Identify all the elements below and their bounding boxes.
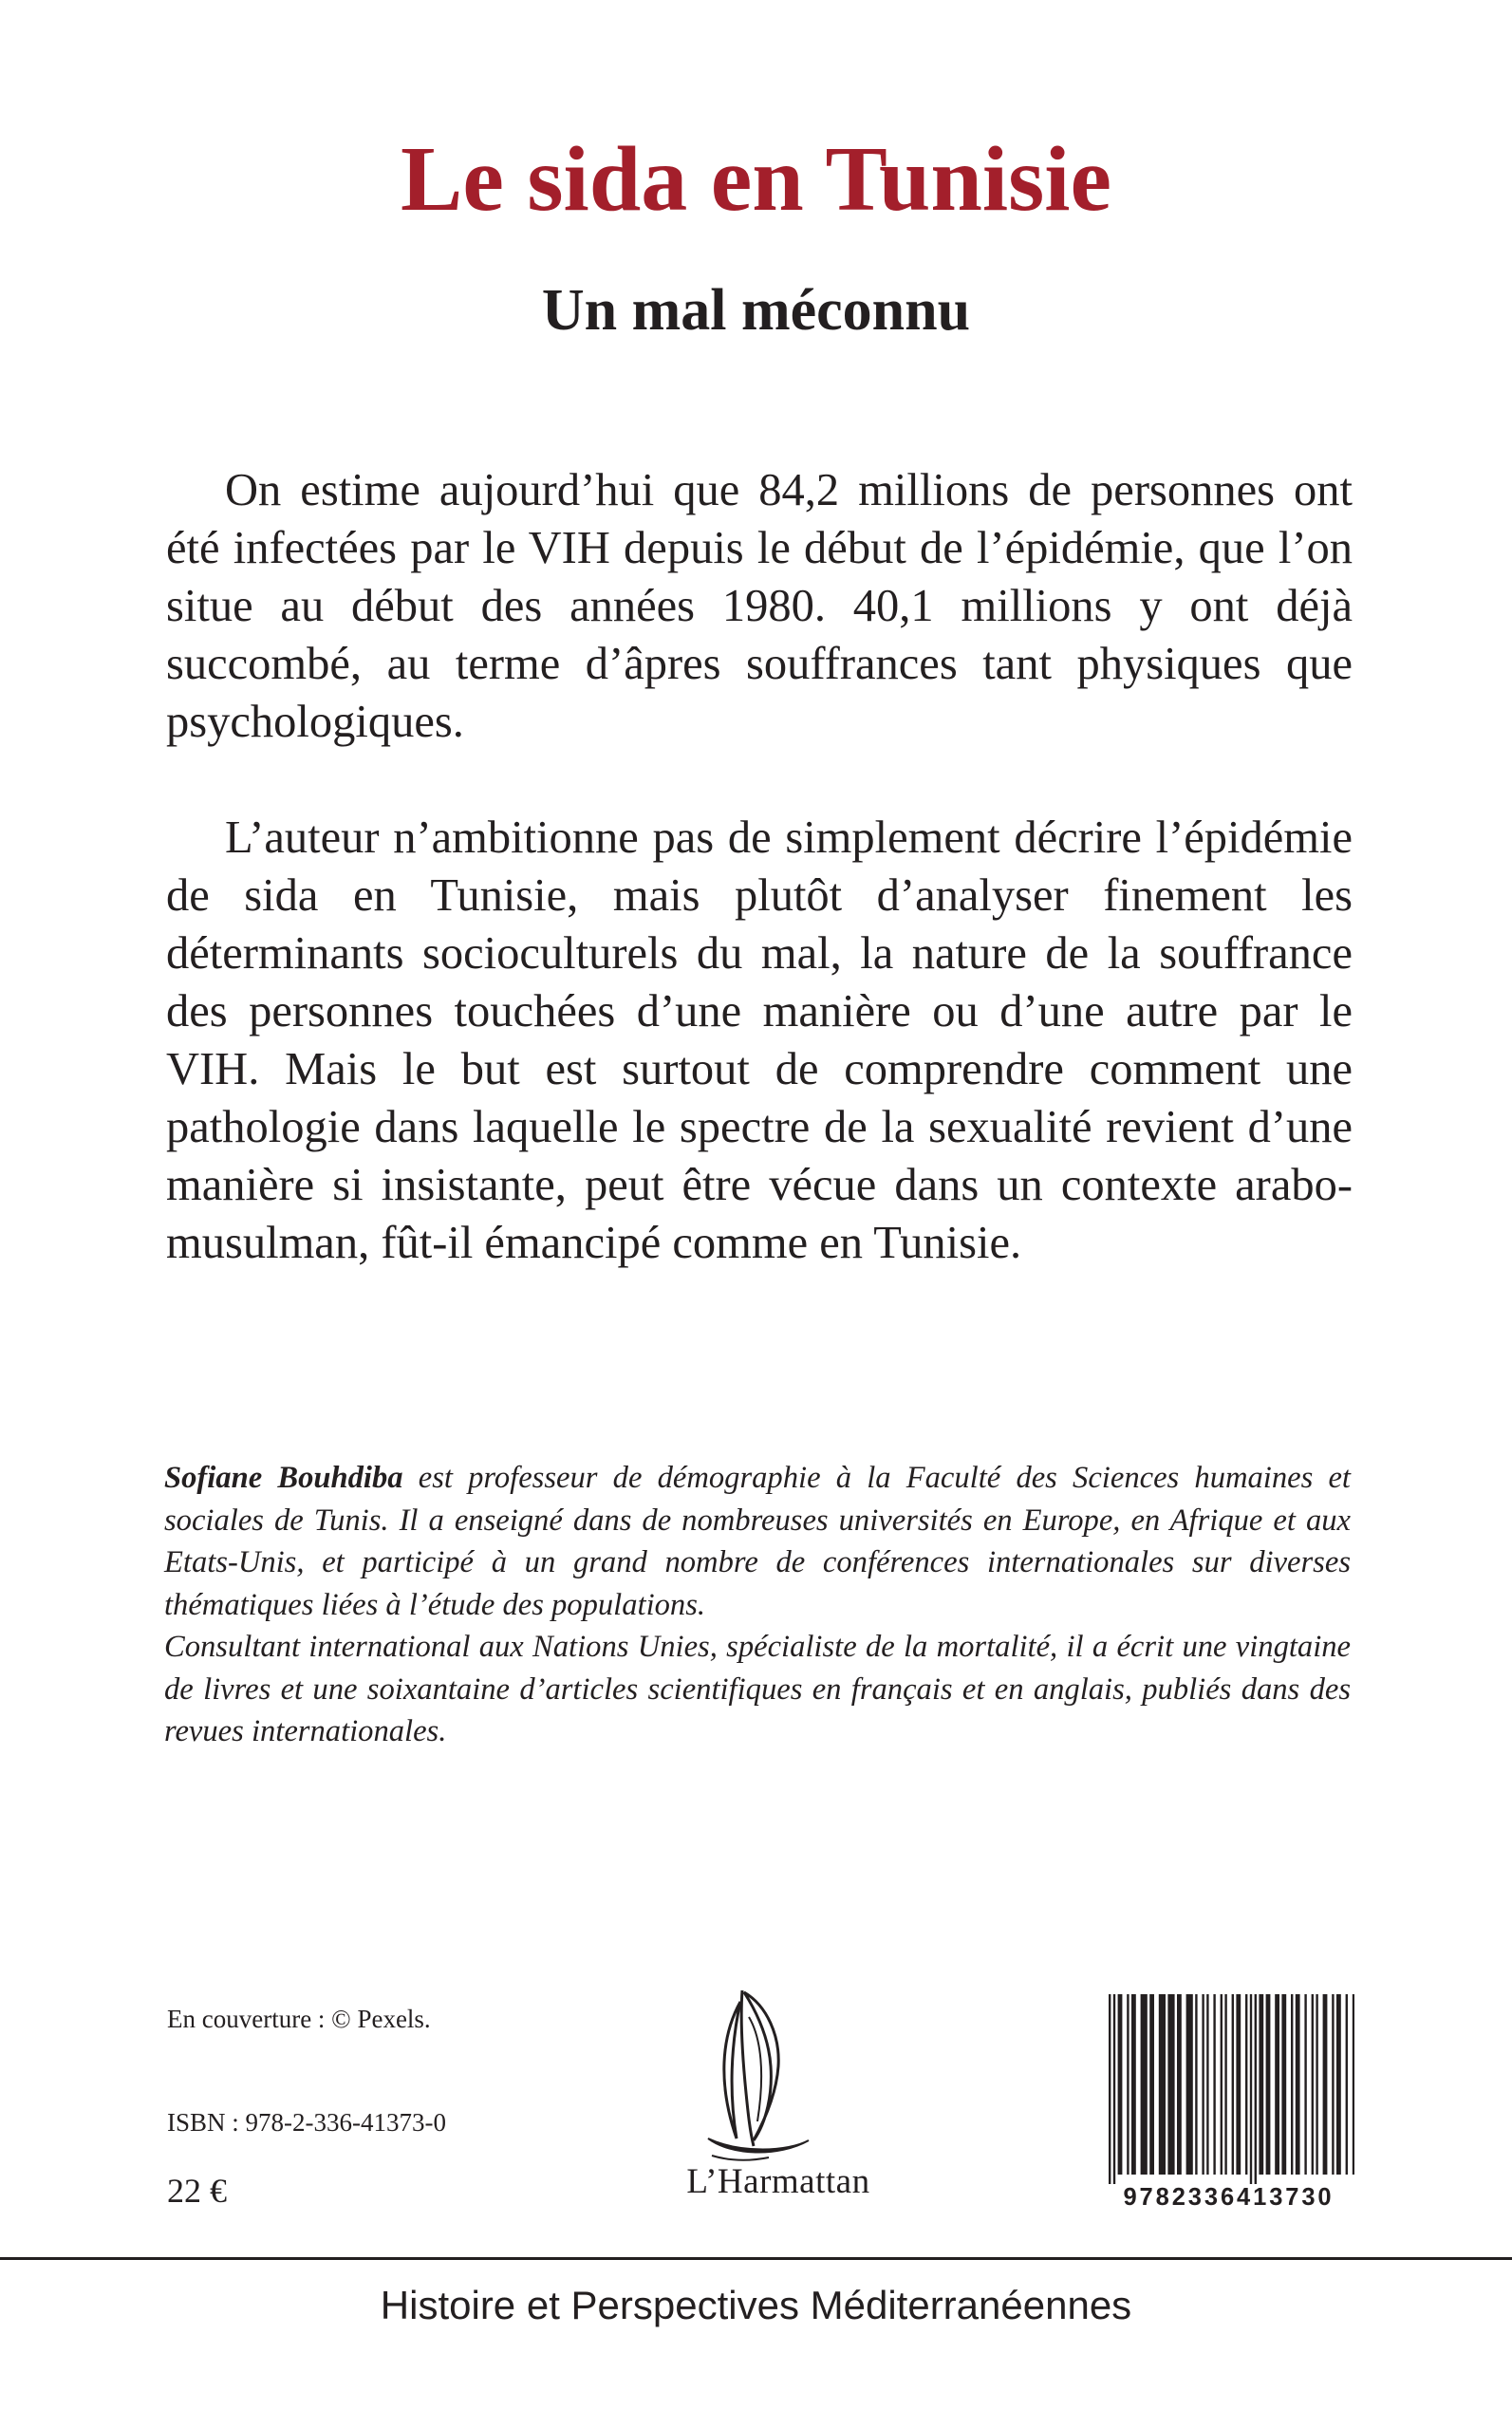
book-summary — [166, 461, 1353, 1272]
barcode-bar — [1186, 1994, 1193, 2175]
barcode-bar — [1232, 1994, 1234, 2175]
bio-paragraph — [164, 1457, 1351, 1626]
barcode-bar — [1159, 1994, 1166, 2175]
barcode-bar — [1304, 1994, 1306, 2175]
bio-text: est professeur de démographie à la Faculté des Sciences humaines et sociales de Tunis. Il a enseigné dans de nombreuses universités en Europe, en Afrique et aux Etats-Unis, et participé à un grand nombre de conférences internationales sur diverses thématiques liées à l’étude des populations. — [164, 1461, 1351, 1622]
barcode-bar — [1250, 1994, 1252, 2184]
barcode-bar — [1131, 1994, 1136, 2175]
barcode-bar — [1296, 1994, 1300, 2175]
barcode-bar — [1149, 1994, 1154, 2175]
barcode-bar — [1332, 1994, 1334, 2175]
isbn-barcode — [1103, 1994, 1354, 2213]
barcode-bar — [1213, 1994, 1215, 2175]
barcode-bar — [1167, 1994, 1174, 2175]
author-bio — [164, 1457, 1351, 1753]
barcode-bar — [1127, 1994, 1129, 2175]
barcode-bar — [1236, 1994, 1241, 2175]
barcode-bar — [1353, 1994, 1354, 2175]
barcode-bar — [1195, 1994, 1197, 2175]
barcode-bar — [1255, 1994, 1257, 2184]
book-subtitle: Un mal méconnu — [541, 278, 971, 343]
barcode-bar — [1224, 1994, 1226, 2175]
publisher-name: L’Harmattan — [686, 2162, 870, 2201]
barcode-bar — [1291, 1994, 1293, 2175]
bio-paragraph: Consultant international aux Nations Unies, spécialiste de la mortalité, il a écrit une vingtaine de livres et une soixantaine d’articles scientifiques en français et en anglais, publiés dans des revues internationales. — [164, 1630, 1351, 1748]
barcode-bar — [1323, 1994, 1328, 2175]
barcode-bar — [1312, 1994, 1314, 2175]
cover-credit: En couverture : © Pexels. — [167, 2005, 431, 2033]
book-title: Le sida en Tunisie — [401, 128, 1111, 231]
barcode-bar — [1245, 1994, 1247, 2175]
barcode-bar — [1221, 1994, 1223, 2175]
barcode-bar — [1281, 1994, 1286, 2175]
barcode-bar — [1275, 1994, 1279, 2175]
author-name: Sofiane Bouhdiba — [164, 1461, 403, 1495]
barcode-bar — [1141, 1994, 1148, 2175]
barcode-bar — [1259, 1994, 1263, 2175]
barcode-digits: 9782336413730 — [1123, 2184, 1335, 2211]
collection-name: Histoire et Perspectives Méditerranéennes — [380, 2283, 1132, 2327]
barcode-bar — [1346, 1994, 1348, 2175]
summary-paragraph: On estime aujourd’hui que 84,2 millions de personnes ont été infectées par le VIH depuis le début de l’épidémie, que l’on situe au début des années 1980. 40,1 millions y ont déjà succombé, au terme d’âpres souffrances tant physiques que psychologiques. — [166, 465, 1353, 747]
divider — [0, 2257, 1512, 2260]
barcode-bars — [1103, 1994, 1354, 2184]
publisher-logo — [655, 1979, 902, 2216]
barcode-bar — [1316, 1994, 1317, 2175]
isbn: ISBN : 978-2-336-41373-0 — [167, 2108, 446, 2137]
summary-paragraph: L’auteur n’ambitionne pas de simplement décrire l’épidémie de sida en Tunisie, mais plutôt d’analyser finement les déterminants socioculturels du mal, la nature de la souffrance des personnes touchées d’une manière ou d’une autre par le VIH. Mais le but est surtout de comprendre comment une pathologie dans laquelle le spectre de la sexualité revient d’une manière si insistante, peut être vécue dans un contexte arabo-musulman, fût-il émancipé comme en Tunisie. — [166, 812, 1353, 1268]
barcode-bar — [1202, 1994, 1204, 2175]
barcode-bar — [1266, 1994, 1271, 2175]
price: 22 € — [167, 2172, 227, 2210]
barcode-bar — [1206, 1994, 1208, 2175]
sailboat-icon — [655, 1979, 902, 2169]
barcode-bar — [1177, 1994, 1182, 2175]
barcode-bar — [1118, 1994, 1123, 2175]
barcode-bar — [1109, 1994, 1111, 2184]
barcode-bar — [1113, 1994, 1115, 2184]
barcode-bar — [1336, 1994, 1341, 2175]
